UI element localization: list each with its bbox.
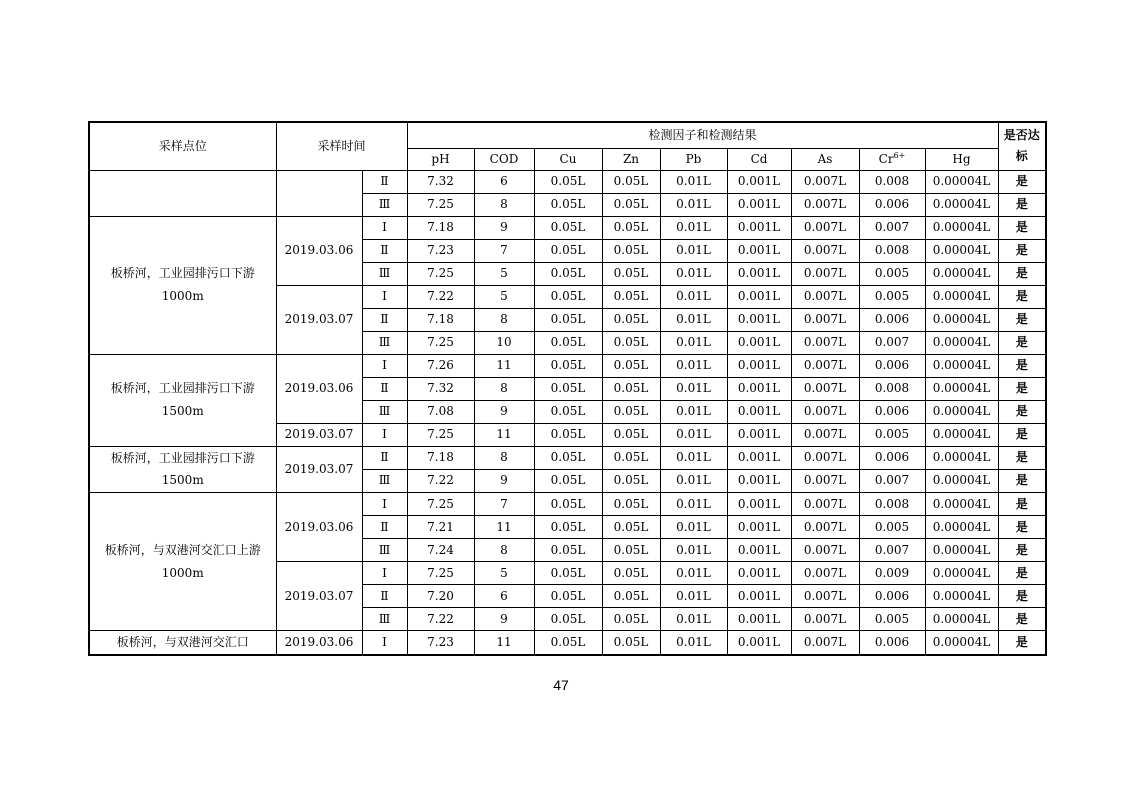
ph-cell: 7.26 xyxy=(407,354,474,377)
sample-no-cell: Ⅲ xyxy=(362,331,407,354)
monitoring-results-table xyxy=(88,121,1047,656)
pb-cell: 0.01L xyxy=(660,469,727,492)
cd-cell: 0.001L xyxy=(727,239,791,262)
sample-no-cell: Ⅱ xyxy=(362,170,407,193)
pb-cell: 0.01L xyxy=(660,493,727,516)
cu-cell: 0.05L xyxy=(534,377,602,400)
zn-cell: 0.05L xyxy=(602,631,660,655)
header-factor-4: Pb xyxy=(660,148,727,170)
ph-cell: 7.24 xyxy=(407,539,474,562)
header-factor-0: pH xyxy=(407,148,474,170)
cu-cell: 0.05L xyxy=(534,585,602,608)
sample-no-cell: Ⅰ xyxy=(362,216,407,239)
page-number: 47 xyxy=(553,677,569,693)
cd-cell: 0.001L xyxy=(727,516,791,539)
cr6-cell: 0.007 xyxy=(859,331,925,354)
cr6-cell: 0.006 xyxy=(859,354,925,377)
sample-no-cell: Ⅱ xyxy=(362,239,407,262)
cr6-cell: 0.006 xyxy=(859,193,925,216)
as-cell: 0.007L xyxy=(791,446,859,469)
as-cell: 0.007L xyxy=(791,308,859,331)
zn-cell: 0.05L xyxy=(602,285,660,308)
as-cell: 0.007L xyxy=(791,285,859,308)
sample-no-cell: Ⅲ xyxy=(362,608,407,631)
cod-cell: 9 xyxy=(474,216,534,239)
compliance-cell: 是 xyxy=(998,354,1046,377)
cod-cell: 6 xyxy=(474,585,534,608)
zn-cell: 0.05L xyxy=(602,331,660,354)
cd-cell: 0.001L xyxy=(727,262,791,285)
cod-cell: 8 xyxy=(474,539,534,562)
compliance-cell: 是 xyxy=(998,585,1046,608)
cod-cell: 11 xyxy=(474,354,534,377)
cod-cell: 8 xyxy=(474,446,534,469)
site-cell: 板桥河，工业园排污口下游1500m xyxy=(89,354,276,446)
date-cell: 2019.03.07 xyxy=(276,446,362,493)
sample-no-cell: Ⅱ xyxy=(362,308,407,331)
zn-cell: 0.05L xyxy=(602,446,660,469)
header-factor-3: Zn xyxy=(602,148,660,170)
cd-cell: 0.001L xyxy=(727,377,791,400)
cr6-cell: 0.006 xyxy=(859,631,925,655)
pb-cell: 0.01L xyxy=(660,585,727,608)
zn-cell: 0.05L xyxy=(602,585,660,608)
cd-cell: 0.001L xyxy=(727,216,791,239)
cu-cell: 0.05L xyxy=(534,539,602,562)
cd-cell: 0.001L xyxy=(727,308,791,331)
cd-cell: 0.001L xyxy=(727,562,791,585)
cr6-cell: 0.008 xyxy=(859,493,925,516)
zn-cell: 0.05L xyxy=(602,493,660,516)
cod-cell: 9 xyxy=(474,608,534,631)
cod-cell: 11 xyxy=(474,423,534,446)
date-cell xyxy=(276,170,362,216)
cr6-cell: 0.005 xyxy=(859,262,925,285)
pb-cell: 0.01L xyxy=(660,354,727,377)
zn-cell: 0.05L xyxy=(602,308,660,331)
pb-cell: 0.01L xyxy=(660,285,727,308)
results-table-container xyxy=(88,121,1047,656)
sample-no-cell: Ⅲ xyxy=(362,193,407,216)
cd-cell: 0.001L xyxy=(727,585,791,608)
ph-cell: 7.21 xyxy=(407,516,474,539)
compliance-cell: 是 xyxy=(998,446,1046,469)
hg-cell: 0.00004L xyxy=(925,285,998,308)
cr6-cell: 0.007 xyxy=(859,539,925,562)
compliance-cell: 是 xyxy=(998,377,1046,400)
pb-cell: 0.01L xyxy=(660,608,727,631)
ph-cell: 7.25 xyxy=(407,331,474,354)
zn-cell: 0.05L xyxy=(602,423,660,446)
hg-cell: 0.00004L xyxy=(925,469,998,492)
compliance-cell: 是 xyxy=(998,562,1046,585)
cod-cell: 9 xyxy=(474,400,534,423)
compliance-cell: 是 xyxy=(998,193,1046,216)
cu-cell: 0.05L xyxy=(534,262,602,285)
zn-cell: 0.05L xyxy=(602,539,660,562)
cu-cell: 0.05L xyxy=(534,239,602,262)
site-cell xyxy=(89,170,276,216)
header-factor-8: Hg xyxy=(925,148,998,170)
compliance-cell: 是 xyxy=(998,631,1046,655)
hg-cell: 0.00004L xyxy=(925,400,998,423)
as-cell: 0.007L xyxy=(791,354,859,377)
cod-cell: 9 xyxy=(474,469,534,492)
hg-cell: 0.00004L xyxy=(925,331,998,354)
cod-cell: 6 xyxy=(474,170,534,193)
cd-cell: 0.001L xyxy=(727,400,791,423)
as-cell: 0.007L xyxy=(791,516,859,539)
cr6-cell: 0.006 xyxy=(859,585,925,608)
zn-cell: 0.05L xyxy=(602,562,660,585)
cd-cell: 0.001L xyxy=(727,193,791,216)
as-cell: 0.007L xyxy=(791,262,859,285)
hg-cell: 0.00004L xyxy=(925,216,998,239)
cd-cell: 0.001L xyxy=(727,469,791,492)
cu-cell: 0.05L xyxy=(534,493,602,516)
cr6-cell: 0.007 xyxy=(859,469,925,492)
header-factor-5: Cd xyxy=(727,148,791,170)
compliance-cell: 是 xyxy=(998,400,1046,423)
zn-cell: 0.05L xyxy=(602,193,660,216)
cr6-cell: 0.005 xyxy=(859,608,925,631)
cr6-cell: 0.005 xyxy=(859,516,925,539)
as-cell: 0.007L xyxy=(791,469,859,492)
zn-cell: 0.05L xyxy=(602,400,660,423)
compliance-cell: 是 xyxy=(998,285,1046,308)
sample-no-cell: Ⅰ xyxy=(362,493,407,516)
compliance-cell: 是 xyxy=(998,170,1046,193)
compliance-cell: 是 xyxy=(998,469,1046,492)
compliance-cell: 是 xyxy=(998,239,1046,262)
cod-cell: 8 xyxy=(474,377,534,400)
ph-cell: 7.22 xyxy=(407,285,474,308)
header-factor-7: $Cr^{6+}$ xyxy=(859,148,925,170)
cr6-cell: 0.009 xyxy=(859,562,925,585)
cr6-cell: 0.006 xyxy=(859,308,925,331)
hg-cell: 0.00004L xyxy=(925,631,998,655)
sample-no-cell: Ⅰ xyxy=(362,354,407,377)
as-cell: 0.007L xyxy=(791,493,859,516)
ph-cell: 7.20 xyxy=(407,585,474,608)
compliance-cell: 是 xyxy=(998,262,1046,285)
hg-cell: 0.00004L xyxy=(925,170,998,193)
as-cell: 0.007L xyxy=(791,539,859,562)
cd-cell: 0.001L xyxy=(727,631,791,655)
ph-cell: 7.08 xyxy=(407,400,474,423)
date-cell: 2019.03.06 xyxy=(276,631,362,655)
header-row-1 xyxy=(89,122,1046,148)
zn-cell: 0.05L xyxy=(602,354,660,377)
compliance-cell: 是 xyxy=(998,539,1046,562)
hg-cell: 0.00004L xyxy=(925,539,998,562)
sample-no-cell: Ⅱ xyxy=(362,377,407,400)
cr6-cell: 0.006 xyxy=(859,400,925,423)
pb-cell: 0.01L xyxy=(660,331,727,354)
compliance-cell: 是 xyxy=(998,608,1046,631)
table-row xyxy=(89,170,1046,193)
header-factor-6: As xyxy=(791,148,859,170)
zn-cell: 0.05L xyxy=(602,469,660,492)
cr6-cell: 0.007 xyxy=(859,216,925,239)
ph-cell: 7.22 xyxy=(407,608,474,631)
cod-cell: 10 xyxy=(474,331,534,354)
hg-cell: 0.00004L xyxy=(925,377,998,400)
pb-cell: 0.01L xyxy=(660,423,727,446)
compliance-cell: 是 xyxy=(998,331,1046,354)
cu-cell: 0.05L xyxy=(534,423,602,446)
ph-cell: 7.32 xyxy=(407,170,474,193)
cu-cell: 0.05L xyxy=(534,562,602,585)
compliance-cell: 是 xyxy=(998,493,1046,516)
pb-cell: 0.01L xyxy=(660,216,727,239)
date-cell: 2019.03.06 xyxy=(276,493,362,562)
as-cell: 0.007L xyxy=(791,400,859,423)
pb-cell: 0.01L xyxy=(660,239,727,262)
compliance-cell: 是 xyxy=(998,516,1046,539)
date-cell: 2019.03.07 xyxy=(276,562,362,631)
hg-cell: 0.00004L xyxy=(925,562,998,585)
cr6-cell: 0.005 xyxy=(859,285,925,308)
ph-cell: 7.25 xyxy=(407,562,474,585)
cod-cell: 7 xyxy=(474,239,534,262)
pb-cell: 0.01L xyxy=(660,446,727,469)
sample-no-cell: Ⅰ xyxy=(362,631,407,655)
cu-cell: 0.05L xyxy=(534,308,602,331)
compliance-cell: 是 xyxy=(998,308,1046,331)
cod-cell: 8 xyxy=(474,193,534,216)
cu-cell: 0.05L xyxy=(534,608,602,631)
cu-cell: 0.05L xyxy=(534,354,602,377)
cr6-cell: 0.008 xyxy=(859,377,925,400)
zn-cell: 0.05L xyxy=(602,608,660,631)
table-row xyxy=(89,446,1046,469)
ph-cell: 7.18 xyxy=(407,216,474,239)
pb-cell: 0.01L xyxy=(660,562,727,585)
sample-no-cell: Ⅲ xyxy=(362,469,407,492)
hg-cell: 0.00004L xyxy=(925,585,998,608)
zn-cell: 0.05L xyxy=(602,216,660,239)
as-cell: 0.007L xyxy=(791,631,859,655)
site-cell: 板桥河，工业园排污口下游1000m xyxy=(89,216,276,354)
cd-cell: 0.001L xyxy=(727,170,791,193)
hg-cell: 0.00004L xyxy=(925,354,998,377)
cd-cell: 0.001L xyxy=(727,608,791,631)
as-cell: 0.007L xyxy=(791,608,859,631)
as-cell: 0.007L xyxy=(791,562,859,585)
cu-cell: 0.05L xyxy=(534,469,602,492)
cu-cell: 0.05L xyxy=(534,285,602,308)
header-factor-1: COD xyxy=(474,148,534,170)
cr6-cell: 0.008 xyxy=(859,239,925,262)
header-factor-group: 检测因子和检测结果 xyxy=(407,122,998,148)
cd-cell: 0.001L xyxy=(727,446,791,469)
table-row xyxy=(89,216,1046,239)
pb-cell: 0.01L xyxy=(660,308,727,331)
hg-cell: 0.00004L xyxy=(925,493,998,516)
sample-no-cell: Ⅲ xyxy=(362,539,407,562)
hg-cell: 0.00004L xyxy=(925,608,998,631)
hg-cell: 0.00004L xyxy=(925,446,998,469)
compliance-cell: 是 xyxy=(998,216,1046,239)
as-cell: 0.007L xyxy=(791,423,859,446)
cod-cell: 11 xyxy=(474,516,534,539)
cu-cell: 0.05L xyxy=(534,516,602,539)
hg-cell: 0.00004L xyxy=(925,516,998,539)
zn-cell: 0.05L xyxy=(602,377,660,400)
cu-cell: 0.05L xyxy=(534,631,602,655)
results-body xyxy=(89,170,1046,655)
date-cell: 2019.03.07 xyxy=(276,285,362,354)
site-cell: 板桥河，与双港河交汇口上游1000m xyxy=(89,493,276,631)
cod-cell: 5 xyxy=(474,562,534,585)
sample-no-cell: Ⅱ xyxy=(362,446,407,469)
date-cell: 2019.03.07 xyxy=(276,423,362,446)
sample-no-cell: Ⅰ xyxy=(362,423,407,446)
ph-cell: 7.22 xyxy=(407,469,474,492)
cd-cell: 0.001L xyxy=(727,331,791,354)
cu-cell: 0.05L xyxy=(534,446,602,469)
site-cell: 板桥河，工业园排污口下游1500m xyxy=(89,446,276,493)
as-cell: 0.007L xyxy=(791,331,859,354)
hg-cell: 0.00004L xyxy=(925,262,998,285)
ph-cell: 7.23 xyxy=(407,239,474,262)
ph-cell: 7.25 xyxy=(407,423,474,446)
date-cell: 2019.03.06 xyxy=(276,216,362,285)
hg-cell: 0.00004L xyxy=(925,423,998,446)
zn-cell: 0.05L xyxy=(602,170,660,193)
as-cell: 0.007L xyxy=(791,170,859,193)
ph-cell: 7.25 xyxy=(407,493,474,516)
hg-cell: 0.00004L xyxy=(925,193,998,216)
as-cell: 0.007L xyxy=(791,239,859,262)
cr6-cell: 0.006 xyxy=(859,446,925,469)
sample-no-cell: Ⅲ xyxy=(362,262,407,285)
cu-cell: 0.05L xyxy=(534,331,602,354)
sample-no-cell: Ⅱ xyxy=(362,585,407,608)
cr6-cell: 0.005 xyxy=(859,423,925,446)
as-cell: 0.007L xyxy=(791,193,859,216)
date-cell: 2019.03.06 xyxy=(276,354,362,423)
site-cell: 板桥河，与双港河交汇口 xyxy=(89,631,276,655)
zn-cell: 0.05L xyxy=(602,516,660,539)
header-compliance: 是否达标 xyxy=(998,122,1046,170)
sample-no-cell: Ⅰ xyxy=(362,562,407,585)
table-row xyxy=(89,354,1046,377)
cod-cell: 8 xyxy=(474,308,534,331)
cu-cell: 0.05L xyxy=(534,170,602,193)
cu-cell: 0.05L xyxy=(534,193,602,216)
ph-cell: 7.32 xyxy=(407,377,474,400)
cd-cell: 0.001L xyxy=(727,493,791,516)
pb-cell: 0.01L xyxy=(660,631,727,655)
ph-cell: 7.23 xyxy=(407,631,474,655)
pb-cell: 0.01L xyxy=(660,262,727,285)
pb-cell: 0.01L xyxy=(660,539,727,562)
cod-cell: 11 xyxy=(474,631,534,655)
pb-cell: 0.01L xyxy=(660,377,727,400)
as-cell: 0.007L xyxy=(791,377,859,400)
hg-cell: 0.00004L xyxy=(925,308,998,331)
cr6-cell: 0.008 xyxy=(859,170,925,193)
sample-no-cell: Ⅰ xyxy=(362,285,407,308)
zn-cell: 0.05L xyxy=(602,262,660,285)
cd-cell: 0.001L xyxy=(727,285,791,308)
compliance-cell: 是 xyxy=(998,423,1046,446)
as-cell: 0.007L xyxy=(791,216,859,239)
cu-cell: 0.05L xyxy=(534,216,602,239)
zn-cell: 0.05L xyxy=(602,239,660,262)
cd-cell: 0.001L xyxy=(727,354,791,377)
as-cell: 0.007L xyxy=(791,585,859,608)
cd-cell: 0.001L xyxy=(727,539,791,562)
ph-cell: 7.18 xyxy=(407,308,474,331)
cod-cell: 5 xyxy=(474,262,534,285)
header-factor-2: Cu xyxy=(534,148,602,170)
table-row xyxy=(89,493,1046,516)
ph-cell: 7.18 xyxy=(407,446,474,469)
cr-superscript: 6+ xyxy=(893,150,906,160)
ph-cell: 7.25 xyxy=(407,193,474,216)
cod-cell: 7 xyxy=(474,493,534,516)
sample-no-cell: Ⅲ xyxy=(362,400,407,423)
sample-no-cell: Ⅱ xyxy=(362,516,407,539)
cd-cell: 0.001L xyxy=(727,423,791,446)
header-time: 采样时间 xyxy=(276,122,407,170)
table-row xyxy=(89,631,1046,655)
cod-cell: 5 xyxy=(474,285,534,308)
ph-cell: 7.25 xyxy=(407,262,474,285)
cu-cell: 0.05L xyxy=(534,400,602,423)
pb-cell: 0.01L xyxy=(660,516,727,539)
pb-cell: 0.01L xyxy=(660,170,727,193)
pb-cell: 0.01L xyxy=(660,400,727,423)
hg-cell: 0.00004L xyxy=(925,239,998,262)
pb-cell: 0.01L xyxy=(660,193,727,216)
header-site: 采样点位 xyxy=(89,122,276,170)
